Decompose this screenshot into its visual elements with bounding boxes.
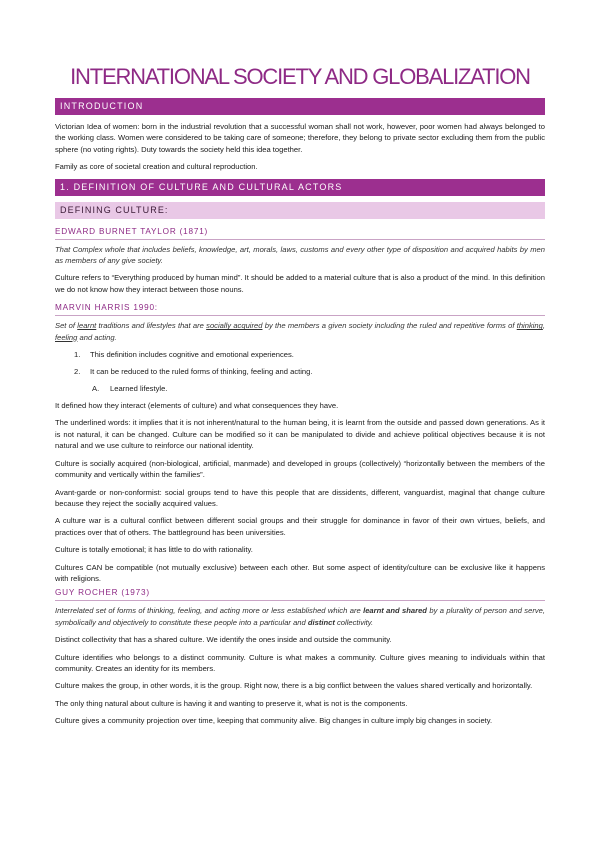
intro-paragraph-1: Victorian Idea of women: born in the industrial revolution that a successful woman shall not work, however, poor women had always belonged to the working class. Women were considered to be taking care of someone; therefore, they belong to private sector excluding them from the public sphere (no voting rights). Duty towards the society held this idea together. xyxy=(55,122,545,154)
list-item: 2. It can be reduced to the ruled forms of thinking, feeling and acting. xyxy=(74,367,313,377)
document-title: INTERNATIONAL SOCIETY AND GLOBALIZATION xyxy=(70,64,530,89)
harris-paragraph-1: It defined how they interact (elements of culture) and what consequences they have. xyxy=(55,401,339,411)
author-heading-harris: MARVIN HARRIS 1990: xyxy=(55,303,545,316)
sub-list-item: A. Learned lifestyle. xyxy=(92,384,168,394)
harris-paragraph-2: The underlined words: it implies that it is not inherent/natural to the human being, it is learnt from the outside and passed down generations. As it is not natural, it can be changed. Culture can be modified so it can be manipulated to divide and achieve political objectives because it is not natural and we use culture to reinforce our national identity. xyxy=(55,418,545,451)
author-heading-rocher: GUY ROCHER (1973) xyxy=(55,588,545,601)
harris-quote: Set of learnt traditions and lifestyles that are socially acquired by the members a given society including the ruled and repetitive forms of thinking, feeling and acting. xyxy=(55,321,546,342)
rocher-paragraph-5: Culture gives a community projection over time, keeping that community alive. Big changes in culture imply big changes in society. xyxy=(55,716,493,726)
rocher-quote: Interrelated set of forms of thinking, feeling, and acting more or less established which are learnt and shared by a plurality of person and serve, symbolically and objectively to constitute these people into a particular and distinct collectivity. xyxy=(55,606,545,627)
author-heading-taylor: EDWARD BURNET TAYLOR (1871) xyxy=(55,227,545,240)
taylor-quote: That Complex whole that includes beliefs, knowledge, art, morals, laws, customs and every other type of disposition and acquired habits by men as members of any give society. xyxy=(55,244,545,266)
section-heading-definition: 1. DEFINITION OF CULTURE AND CULTURAL ACTORS xyxy=(55,179,545,196)
harris-paragraph-5: A culture war is a cultural conflict between different social groups and their struggle for dominance in favor of their own virtues, beliefs, and practices over that of others. The battleground has been universities. xyxy=(55,516,545,537)
subsection-heading-defining-culture: DEFINING CULTURE: xyxy=(55,202,545,219)
rocher-paragraph-4: The only thing natural about culture is having it and wanting to preserve it, what is not is the components. xyxy=(55,698,408,708)
list-item: 1. This definition includes cognitive and emotional experiences. xyxy=(74,350,294,360)
harris-paragraph-7: Cultures CAN be compatible (not mutually exclusive) between each other. But some aspect of identity/culture can be exclusive like it happens with religions. xyxy=(55,562,545,583)
harris-paragraph-6: Culture is totally emotional; it has little to do with rationality. xyxy=(55,545,253,555)
taylor-paragraph: Culture refers to “Everything produced by human mind”. It should be added to a material culture that is also a product of the mind. In this definition we do not know how they interact between those nouns. xyxy=(55,273,545,294)
harris-paragraph-4: Avant-garde or non-conformist: social groups tend to have this people that are dissidents, different, vanguardist, maginal that change culture because they reject the socially acquired values. xyxy=(55,487,545,508)
rocher-paragraph-1: Distinct collectivity that has a shared culture. We identify the ones inside and outside the community. xyxy=(55,635,392,645)
harris-paragraph-3: Culture is socially acquired (non-biological, artificial, manmade) and developed in groups (collectively) “horizontally between the members of the community and vertically within the families”. xyxy=(55,458,545,480)
rocher-paragraph-2: Culture identifies who belongs to a distinct community. Culture is what makes a community. Culture gives meaning to individuals within that community. Creates an identity for its members. xyxy=(55,652,545,673)
rocher-paragraph-3: Culture makes the group, in other words, it is the group. Right now, there is a big conflict between the values shared vertically and horizontally. xyxy=(55,681,533,691)
intro-paragraph-2: Family as core of societal creation and cultural reproduction. xyxy=(55,162,258,172)
section-heading-introduction: INTRODUCTION xyxy=(55,98,545,115)
document-page xyxy=(55,0,545,727)
